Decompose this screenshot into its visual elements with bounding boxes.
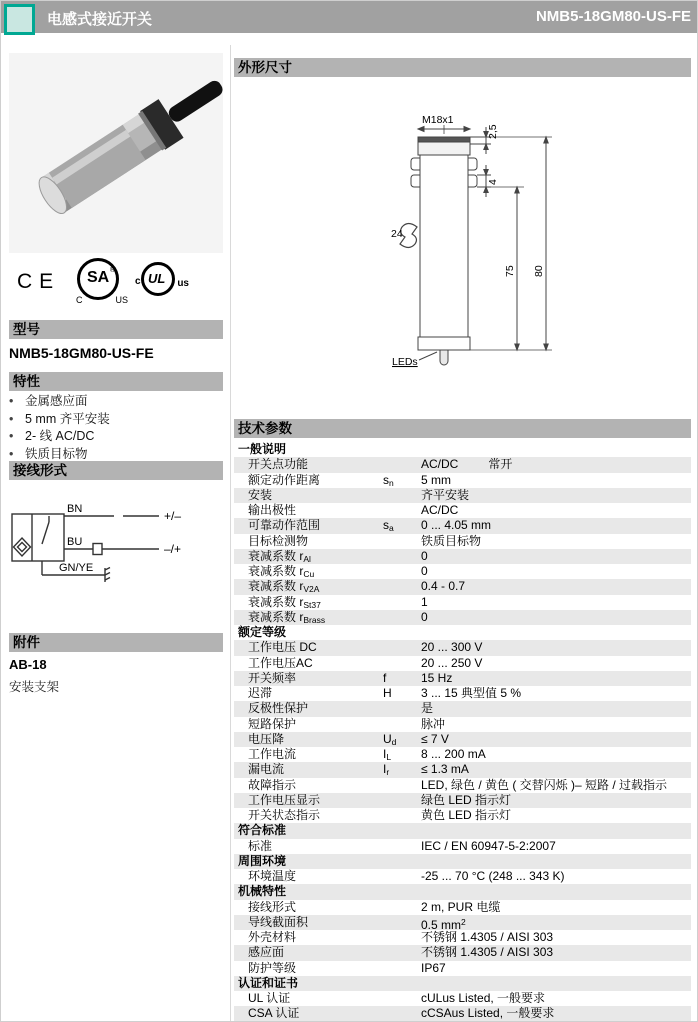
spec-symbol <box>383 991 421 1006</box>
spec-symbol <box>383 457 421 472</box>
spec-value: 脉冲 <box>421 716 446 731</box>
feature-text: 5 mm 齐平安装 <box>25 411 110 426</box>
dim-label-2-5: 2,5 <box>487 124 499 139</box>
spec-value: cULus Listed, 一般要求 <box>421 991 546 1005</box>
wire-label-bu: BU <box>67 536 83 548</box>
spec-symbol <box>383 610 421 625</box>
bullet-icon: • <box>9 446 14 461</box>
spec-label: 额定动作距离 <box>248 472 321 487</box>
spec-row <box>234 778 691 793</box>
section-heading-accessories: 附件 <box>9 633 223 652</box>
dim-label-80: 80 <box>533 265 545 277</box>
spec-row <box>234 610 691 625</box>
spec-row <box>234 732 691 747</box>
spec-value: cCSAus Listed, 一般要求 <box>421 1006 555 1021</box>
spec-label: CSA 认证 <box>248 1006 300 1021</box>
spec-symbol: $I_r$ <box>383 762 390 778</box>
spec-label: 接线形式 <box>248 899 297 914</box>
spec-symbol <box>383 793 421 808</box>
spec-symbol <box>383 839 421 854</box>
spec-row <box>234 534 691 549</box>
spec-symbol: $U_d$ <box>383 731 397 747</box>
bullet-icon: • <box>9 411 14 426</box>
spec-row <box>234 686 691 701</box>
spec-symbol: $s_n$ <box>383 472 394 488</box>
spec-label: 故障指示 <box>248 777 297 792</box>
spec-row <box>234 869 691 884</box>
spec-section-label: 周围环境 <box>238 853 287 868</box>
spec-label: 工作电压 DC <box>248 640 317 655</box>
spec-section-label: 机械特性 <box>238 884 287 899</box>
header-model-number: NMB5-18GM80-US-FE <box>535 8 691 25</box>
spec-label: 工作电压AC <box>248 655 313 670</box>
spec-label: 衰减系数 $r_{St37}$ <box>248 594 321 610</box>
spec-value: 8 ... 200 mA <box>421 747 486 761</box>
dim-label-leds: LEDs <box>392 356 418 368</box>
feature-item <box>9 393 223 411</box>
spec-symbol <box>383 595 421 610</box>
spec-row <box>234 945 691 960</box>
page-header <box>1 1 698 33</box>
section-heading-model: 型号 <box>9 320 223 339</box>
spec-value: AC/DC <box>421 503 459 517</box>
product-photo <box>9 53 223 253</box>
wiring-diagram <box>9 501 219 601</box>
spec-label: 迟滞 <box>248 686 273 700</box>
spec-symbol <box>383 930 421 945</box>
feature-item <box>9 428 223 446</box>
spec-symbol <box>383 961 421 976</box>
spec-label: 安装 <box>248 487 273 502</box>
spec-symbol <box>383 656 421 671</box>
spec-symbol: $s_a$ <box>383 518 394 534</box>
sensor-photo-illustration <box>9 53 223 253</box>
feature-text: 铁质目标物 <box>25 446 88 461</box>
spec-row <box>234 762 691 777</box>
spec-row <box>234 473 691 488</box>
wire-label-gnye: GN/YE <box>59 562 94 574</box>
spec-value: 3 ... 15 典型值 5 % <box>421 686 522 700</box>
wire-label-minus: –/+ <box>164 542 182 556</box>
spec-row <box>234 930 691 945</box>
spec-row <box>234 808 691 823</box>
ce-mark-icon: CE <box>17 270 61 293</box>
spec-symbol <box>383 808 421 823</box>
spec-symbol <box>383 503 421 518</box>
spec-value: 5 mm <box>421 472 451 487</box>
spec-label: 电压降 <box>248 731 285 746</box>
spec-label: 标准 <box>248 838 273 853</box>
dim-label-thread: M18x1 <box>422 114 454 126</box>
spec-value: 铁质目标物 <box>421 533 482 548</box>
spec-symbol <box>383 579 421 594</box>
spec-label: 工作电压显示 <box>248 792 321 807</box>
accessory-description: 安装支架 <box>9 680 60 694</box>
spec-row <box>234 961 691 976</box>
spec-row <box>234 991 691 1006</box>
page-title: 电感式接近开关 <box>47 11 153 28</box>
spec-value: 不锈钢 1.4305 / AISI 303 <box>421 945 554 960</box>
spec-symbol <box>383 701 421 716</box>
spec-label: 输出极性 <box>248 503 297 517</box>
spec-value: 不锈钢 1.4305 / AISI 303 <box>421 930 554 944</box>
spec-row <box>234 595 691 610</box>
spec-section-label: 符合标准 <box>238 823 287 838</box>
certification-marks <box>9 256 223 308</box>
spec-label: 感应面 <box>248 945 285 960</box>
spec-row <box>234 1006 691 1021</box>
spec-symbol <box>383 640 421 655</box>
spec-symbol <box>383 869 421 884</box>
spec-symbol <box>383 945 421 960</box>
spec-value: 1 <box>421 594 428 609</box>
feature-text: 2- 线 AC/DC <box>25 429 95 443</box>
spec-value: 是 <box>421 701 434 716</box>
spec-section-row <box>234 625 691 640</box>
brand-logo-icon <box>4 4 35 35</box>
spec-label: 开关频率 <box>248 670 297 685</box>
spec-row <box>234 457 691 472</box>
spec-value: 15 Hz <box>421 670 453 685</box>
spec-value: ≤ 1.3 mA <box>421 762 469 777</box>
spec-symbol: H <box>383 686 392 700</box>
spec-row <box>234 656 691 671</box>
spec-value: IP67 <box>421 960 446 975</box>
feature-list <box>9 393 223 463</box>
spec-value: 20 ... 250 V <box>421 655 483 670</box>
spec-value: 2 m, PUR 电缆 <box>421 899 501 914</box>
spec-symbol <box>383 534 421 549</box>
spec-label: 衰减系数 $r_{Cu}$ <box>248 564 315 579</box>
spec-label: UL 认证 <box>248 991 291 1005</box>
section-heading-dimensions: 外形尺寸 <box>234 58 691 77</box>
spec-row <box>234 900 691 915</box>
accessory-name: AB-18 <box>9 657 47 672</box>
spec-row <box>234 549 691 564</box>
spec-symbol <box>383 778 421 793</box>
spec-symbol <box>383 900 421 915</box>
spec-symbol: $I_L$ <box>383 747 392 762</box>
spec-label: 开关点功能 <box>248 457 309 472</box>
spec-label: 衰减系数 $r_{Brass}$ <box>248 609 326 625</box>
spec-row <box>234 839 691 854</box>
spec-section-label: 认证和证书 <box>238 975 299 990</box>
column-divider <box>230 45 231 1022</box>
spec-section-row <box>234 823 691 838</box>
spec-row <box>234 915 691 930</box>
spec-value: 绿色 LED 指示灯 <box>421 792 512 807</box>
spec-label: 环境温度 <box>248 869 297 883</box>
feature-text: 金属感应面 <box>25 394 88 408</box>
spec-row <box>234 579 691 594</box>
csa-mark-icon: SA ® C US <box>77 258 119 300</box>
spec-section-row <box>234 442 691 457</box>
dimension-drawing <box>389 109 599 371</box>
spec-symbol <box>383 915 421 930</box>
spec-value: 0.4 - 0.7 <box>421 579 466 594</box>
feature-item <box>9 411 223 429</box>
ul-mark-icon: UL c us <box>141 262 175 296</box>
spec-section-row <box>234 976 691 991</box>
spec-label: 反极性保护 <box>248 701 309 716</box>
section-heading-connection: 接线形式 <box>9 461 223 480</box>
section-heading-features: 特性 <box>9 372 223 391</box>
spec-row <box>234 564 691 579</box>
wire-label-plus: +/– <box>164 509 182 523</box>
spec-row <box>234 701 691 716</box>
dim-label-75: 75 <box>504 265 516 277</box>
spec-value: -25 ... 70 °C (248 ... 343 K) <box>421 869 565 883</box>
spec-row <box>234 793 691 808</box>
spec-row <box>234 518 691 533</box>
spec-symbol <box>383 564 421 579</box>
dim-label-wrench-size: 24 <box>391 228 403 240</box>
spec-value: 齐平安装 <box>421 487 470 502</box>
spec-row <box>234 488 691 503</box>
spec-label: 衰减系数 $r_{Al}$ <box>248 548 311 564</box>
spec-row <box>234 671 691 686</box>
spec-section-label: 额定等级 <box>238 625 287 639</box>
spec-value: AC/DC 常开 <box>421 457 513 472</box>
spec-symbol <box>383 549 421 564</box>
spec-section-row <box>234 854 691 869</box>
spec-value: 黄色 LED 指示灯 <box>421 808 512 822</box>
spec-section-label: 一般说明 <box>238 442 287 456</box>
spec-label: 漏电流 <box>248 762 285 777</box>
spec-row <box>234 717 691 732</box>
spec-label: 导线截面积 <box>248 914 309 929</box>
spec-label: 开关状态指示 <box>248 808 321 822</box>
spec-symbol <box>383 717 421 732</box>
spec-label: 防护等级 <box>248 960 297 975</box>
specs-table <box>234 442 691 1022</box>
spec-symbol <box>383 488 421 503</box>
spec-value: 0 <box>421 609 428 624</box>
spec-label: 可靠动作范围 <box>248 518 321 533</box>
spec-value: 0 <box>421 548 428 563</box>
spec-value: 0.5 $mm^2$ <box>421 916 466 930</box>
dim-label-4: 4 <box>487 179 499 185</box>
spec-label: 衰减系数 $r_{V2A}$ <box>248 579 320 595</box>
spec-value: LED, 绿色 / 黄色 ( 交替闪烁 )– 短路 / 过载指示 <box>421 777 668 792</box>
model-number: NMB5-18GM80-US-FE <box>9 345 154 361</box>
spec-row <box>234 503 691 518</box>
spec-value: 20 ... 300 V <box>421 640 483 655</box>
spec-label: 短路保护 <box>248 716 297 731</box>
spec-row <box>234 747 691 762</box>
bullet-icon: • <box>9 429 14 443</box>
spec-section-row <box>234 884 691 899</box>
spec-value: ≤ 7 V <box>421 731 449 746</box>
wire-label-bn: BN <box>67 503 83 515</box>
section-heading-specs: 技术参数 <box>234 419 691 438</box>
spec-value: 0 ... 4.05 mm <box>421 518 492 533</box>
bullet-icon: • <box>9 394 14 408</box>
spec-label: 目标检测物 <box>248 533 309 548</box>
spec-row <box>234 640 691 655</box>
spec-label: 外壳材料 <box>248 930 297 944</box>
spec-symbol: f <box>383 670 387 685</box>
spec-symbol <box>383 1006 421 1021</box>
spec-value: 0 <box>421 564 428 578</box>
spec-label: 工作电流 <box>248 747 297 761</box>
spec-value: IEC / EN 60947-5-2:2007 <box>421 838 556 853</box>
